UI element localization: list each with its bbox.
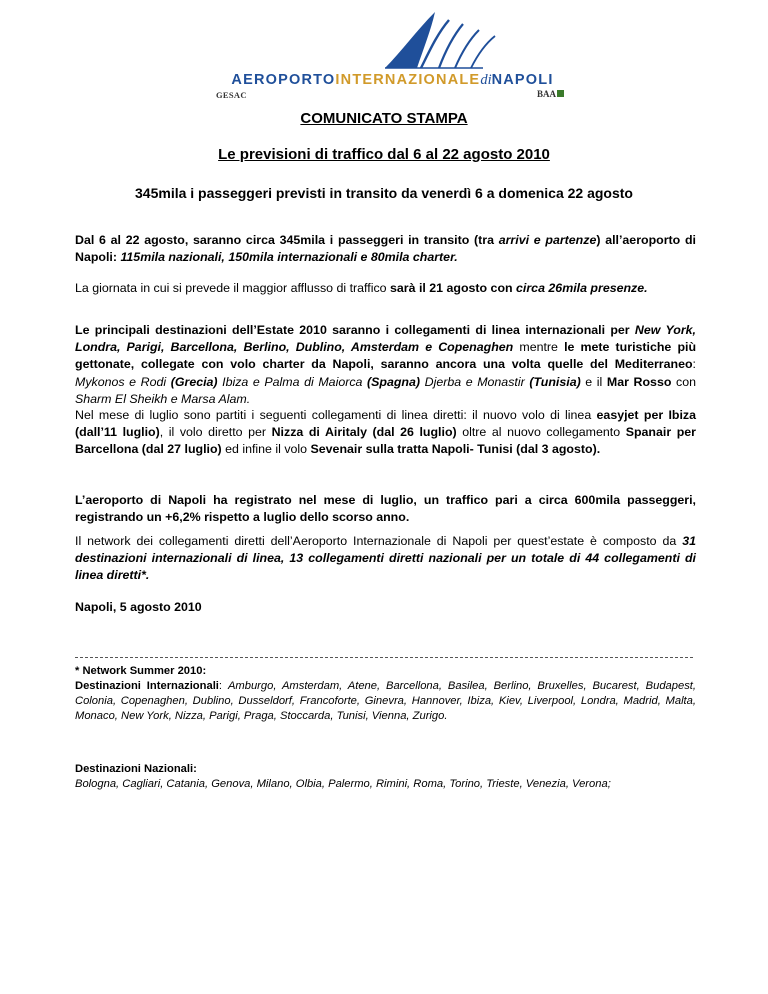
paragraph-new-routes: Nel mese di luglio sono partiti i seguenti collegamenti di linea diretti: il nuovo volo di linea easyjet per Ibiza (dall’11 luglio), il volo diretto per Nizza di Airitaly (dal 26 luglio) oltre al nuovo collegamento Spanair per Barcellona (dal 27 luglio) ed infine il volo Sevenair sulla tratta Napoli- Tunisi (dal 3 agosto).: [75, 408, 697, 457]
page-subtitle: 345mila i passeggeri previsti in transito da venerdì 6 a domenica 22 agosto: [135, 185, 633, 201]
press-release-label: COMUNICATO STAMPA: [300, 110, 468, 127]
footnote-title: * Network Summer 2010:: [75, 665, 207, 677]
airport-logo: [215, 10, 570, 100]
footnote-divider: [75, 657, 693, 658]
gesac-logo: GESAC: [216, 90, 247, 100]
paragraph-july-traffic: L’aeroporto di Napoli ha registrato nel mese di luglio, un traffico pari a circa 600mila passeggeri, registrando un +6,2% rispetto a luglio dello scorso anno.: [75, 493, 696, 525]
footnote-international: Destinazioni Internazionali: Amburgo, Amsterdam, Atene, Barcellona, Basilea, Berlino, Bruxelles, Bucarest, Budapest, Colonia, Copenaghen, Dublino, Dusseldorf, Francoforte, Ginevra, Hannover, Ibiza, Kiev, Liverpool, Londra, Madrid, Malta, Monaco, New York, Nizza, Parigi, Praga, Stoccarda, Tunisi, Vienna, Zurigo.: [75, 680, 697, 722]
logo-wordmark: AEROPORTOINTERNAZIONALEdiNAPOLI: [231, 72, 554, 88]
paragraph-passenger-forecast: Dal 6 al 22 agosto, saranno circa 345mila i passeggeri in transito (tra arrivi e partenze) all’aeroporto di Napoli: 115mila nazionali, 150mila internazionali e 80mila charter.: [75, 233, 696, 265]
page-title: Le previsioni di traffico dal 6 al 22 agosto 2010: [218, 146, 550, 163]
dateline: Napoli, 5 agosto 2010: [75, 600, 202, 614]
footnote-national-list: Bologna, Cagliari, Catania, Genova, Milano, Olbia, Palermo, Rimini, Roma, Torino, Trieste, Venezia, Verona;: [75, 778, 611, 790]
baa-mark-icon: [557, 90, 564, 97]
baa-logo: BAA: [537, 89, 564, 99]
sails-logo-icon: [383, 10, 503, 72]
paragraph-destinations: Le principali destinazioni dell’Estate 2010 saranno i collegamenti di linea internazionali per New York, Londra, Parigi, Barcellona, Berlino, Dublino, Amsterdam e Copenaghen mentre le mete turistiche più gettonate, collegate con volo charter da Napoli, saranno ancora una volta quelle del Mediterraneo: Mykonos e Rodi (Grecia) Ibiza e Palma di Maiorca (Spagna) Djerba e Monastir (Tunisia) e il Mar Rosso con Sharm El Sheikh e Marsa Alam.: [75, 323, 697, 406]
paragraph-peak-day: La giornata in cui si prevede il maggior afflusso di traffico sarà il 21 agosto con circa 26mila presenze.: [75, 281, 648, 295]
paragraph-network: Il network dei collegamenti diretti dell’Aeroporto Internazionale di Napoli per quest’estate è composto da 31 destinazioni internazionali di linea, 13 collegamenti diretti nazionali per un totale di 44 collegamenti di linea diretti*.: [75, 534, 696, 583]
footnote-national-label: Destinazioni Nazionali:: [75, 763, 197, 775]
